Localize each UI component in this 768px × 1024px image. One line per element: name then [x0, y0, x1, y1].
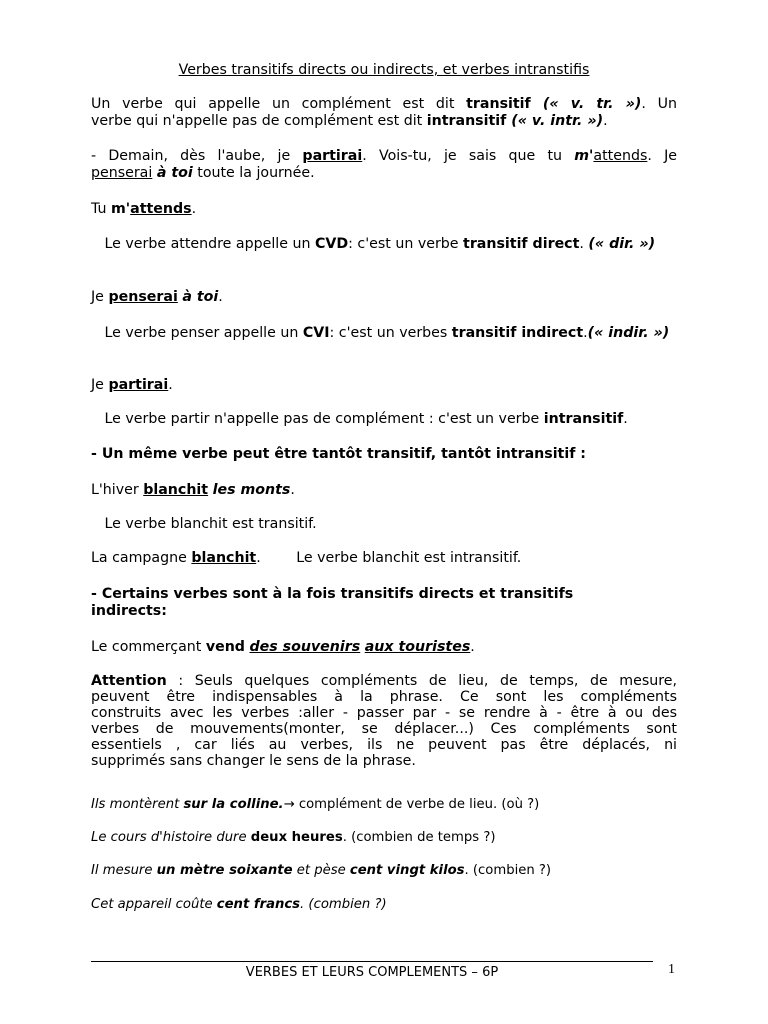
complement-sur-la-colline: sur la colline. [183, 797, 284, 812]
abbr-dir: (« dir. ») [588, 236, 656, 252]
heading-certains-line-2: indirects: [91, 603, 167, 619]
text: . [256, 550, 261, 566]
complement-aux-touristes: aux touristes [364, 639, 471, 655]
sentence-commercant [91, 639, 677, 655]
text: . (combien ?) [464, 863, 552, 878]
abbr-indir: (« indir. ») [587, 325, 670, 341]
text: . (combien de temps ?) [342, 830, 496, 845]
example-prix [91, 897, 677, 913]
text: . [623, 411, 628, 427]
explanation-cvi [91, 325, 677, 341]
sentence-hiver [91, 482, 677, 498]
text: : c'est un verbe [348, 236, 464, 252]
example-text: toute la journée. [192, 165, 315, 181]
example-temps [91, 830, 677, 846]
text: . [290, 482, 295, 498]
example-lieu [91, 797, 677, 813]
term-intransitif: intransitif [543, 411, 624, 427]
text: Le verbe attendre appelle un [100, 236, 315, 252]
text: : c'est un verbes [329, 325, 452, 341]
abbr-vintr: (« v. intr. ») [506, 113, 604, 129]
text: : Seuls quelques compléments de lieu, de temps, de mesure, [166, 673, 677, 689]
text: . [191, 201, 197, 217]
complement-des-souvenirs: des souvenirs [249, 639, 361, 655]
attention-line-3: construits avec les verbes :aller - passer par - se rendre à - être à ou des [91, 705, 677, 721]
explanation-blanchit-transitif [91, 516, 677, 532]
term-intransitif: intransitif [426, 113, 507, 129]
example-text: . Je [647, 148, 677, 164]
example-text: . Vois-tu, je sais que tu [362, 148, 575, 164]
sentence-je-penserai [91, 289, 677, 305]
verb-vend: vend [205, 639, 245, 655]
attention-line-4: verbes de mouvements(monter, se déplacer...) Ces compléments sont [91, 721, 677, 737]
complement-cent-francs: cent francs [216, 897, 301, 912]
term-cvd: CVD [314, 236, 349, 252]
text: et pèse [292, 863, 350, 878]
right-arrow-icon: → [283, 797, 295, 812]
verb-partirai: partirai [302, 148, 363, 164]
abbr-vtr: (« v. tr. ») [530, 96, 642, 112]
text: Le cours d'histoire dure [91, 830, 251, 845]
complement-a-toi: à toi [182, 289, 219, 305]
text: Je [91, 377, 109, 393]
verb-partirai: partirai [108, 377, 169, 393]
text: . [579, 236, 589, 252]
term-transitif-direct: transitif direct [463, 236, 580, 252]
example-line-2 [91, 165, 677, 181]
intro-text: verbe qui n'appelle pas de complément est dit [91, 113, 427, 129]
text: La campagne [91, 550, 192, 566]
verb-penserai: penserai [91, 165, 153, 181]
text: Tu [91, 201, 112, 217]
text: Le verbe blanchit est intransitif. [291, 550, 522, 566]
attention-line-6: supprimés sans changer le sens de la phrase. [91, 753, 416, 769]
verb-blanchit: blanchit [191, 550, 257, 566]
term-transitif-indirect: transitif indirect [451, 325, 584, 341]
text: Le verbe blanchit est transitif. [100, 516, 317, 532]
text: complément de verbe de lieu. (où ?) [294, 797, 540, 812]
complement-les-monts: les monts [212, 482, 291, 498]
complement-cent-vingt-kilos: cent vingt kilos [349, 863, 465, 878]
text: Le verbe penser appelle un [100, 325, 303, 341]
verb-attends: attends [593, 148, 648, 164]
intro-text: . Un [641, 96, 678, 112]
term-transitif: transitif [466, 96, 531, 112]
term-cvi: CVI [302, 325, 330, 341]
attention-line-5: essentiels , car liés au verbes, ils ne peuvent pas être déplacés, ni [91, 737, 677, 753]
text: . [218, 289, 223, 305]
text: . [583, 325, 588, 341]
pronoun-m: m' [574, 148, 594, 164]
page-title: Verbes transitifs directs ou indirects, et verbes intranstifis [178, 62, 590, 78]
text: Il mesure [91, 863, 157, 878]
explanation-intransitif [91, 411, 677, 427]
heading-meme-verbe: - Un même verbe peut être tantôt transitif, tantôt intransitif : [91, 446, 586, 462]
verb-blanchit: blanchit [143, 482, 209, 498]
text: Ils montèrent [91, 797, 184, 812]
text: . [168, 377, 173, 393]
text: . (combien ?) [300, 897, 387, 912]
intro-text: . [603, 113, 608, 129]
attention-label: Attention [91, 673, 167, 689]
complement-a-toi: à toi [156, 165, 193, 181]
text: Cet appareil coûte [91, 897, 217, 912]
footer-text: VERBES ET LEURS COMPLEMENTS – 6P [245, 965, 499, 980]
explanation-cvd [91, 236, 677, 252]
verb-penserai: penserai [108, 289, 178, 305]
footer-divider [91, 961, 653, 962]
pronoun-m: m' [111, 201, 131, 217]
sentence-campagne [91, 550, 677, 566]
sentence-tu-m-attends [91, 201, 677, 217]
text: Le verbe partir n'appelle pas de complément : c'est un verbe [100, 411, 544, 427]
text: . [470, 639, 475, 655]
intro-text: Un verbe qui appelle un complément est dit [91, 96, 467, 112]
text: L'hiver [91, 482, 144, 498]
sentence-je-partirai [91, 377, 677, 393]
page-number: 1 [668, 962, 675, 977]
example-mesure [91, 863, 677, 879]
example-line-1 [91, 148, 677, 164]
attention-line-1 [91, 673, 677, 689]
text: Le commerçant [91, 639, 206, 655]
intro-line-1 [91, 96, 677, 112]
example-text: - Demain, dès l'aube, je [91, 148, 303, 164]
attention-line-2: peuvent être indispensables à la phrase. Ce sont les compléments [91, 689, 677, 705]
complement-deux-heures: deux heures [250, 830, 343, 845]
heading-certains-line-1: - Certains verbes sont à la fois transitifs directs et transitifs [91, 586, 574, 602]
complement-un-metre-soixante: un mètre soixante [156, 863, 293, 878]
text: Je [91, 289, 109, 305]
verb-attends: attends [130, 201, 192, 217]
intro-line-2 [91, 113, 677, 129]
